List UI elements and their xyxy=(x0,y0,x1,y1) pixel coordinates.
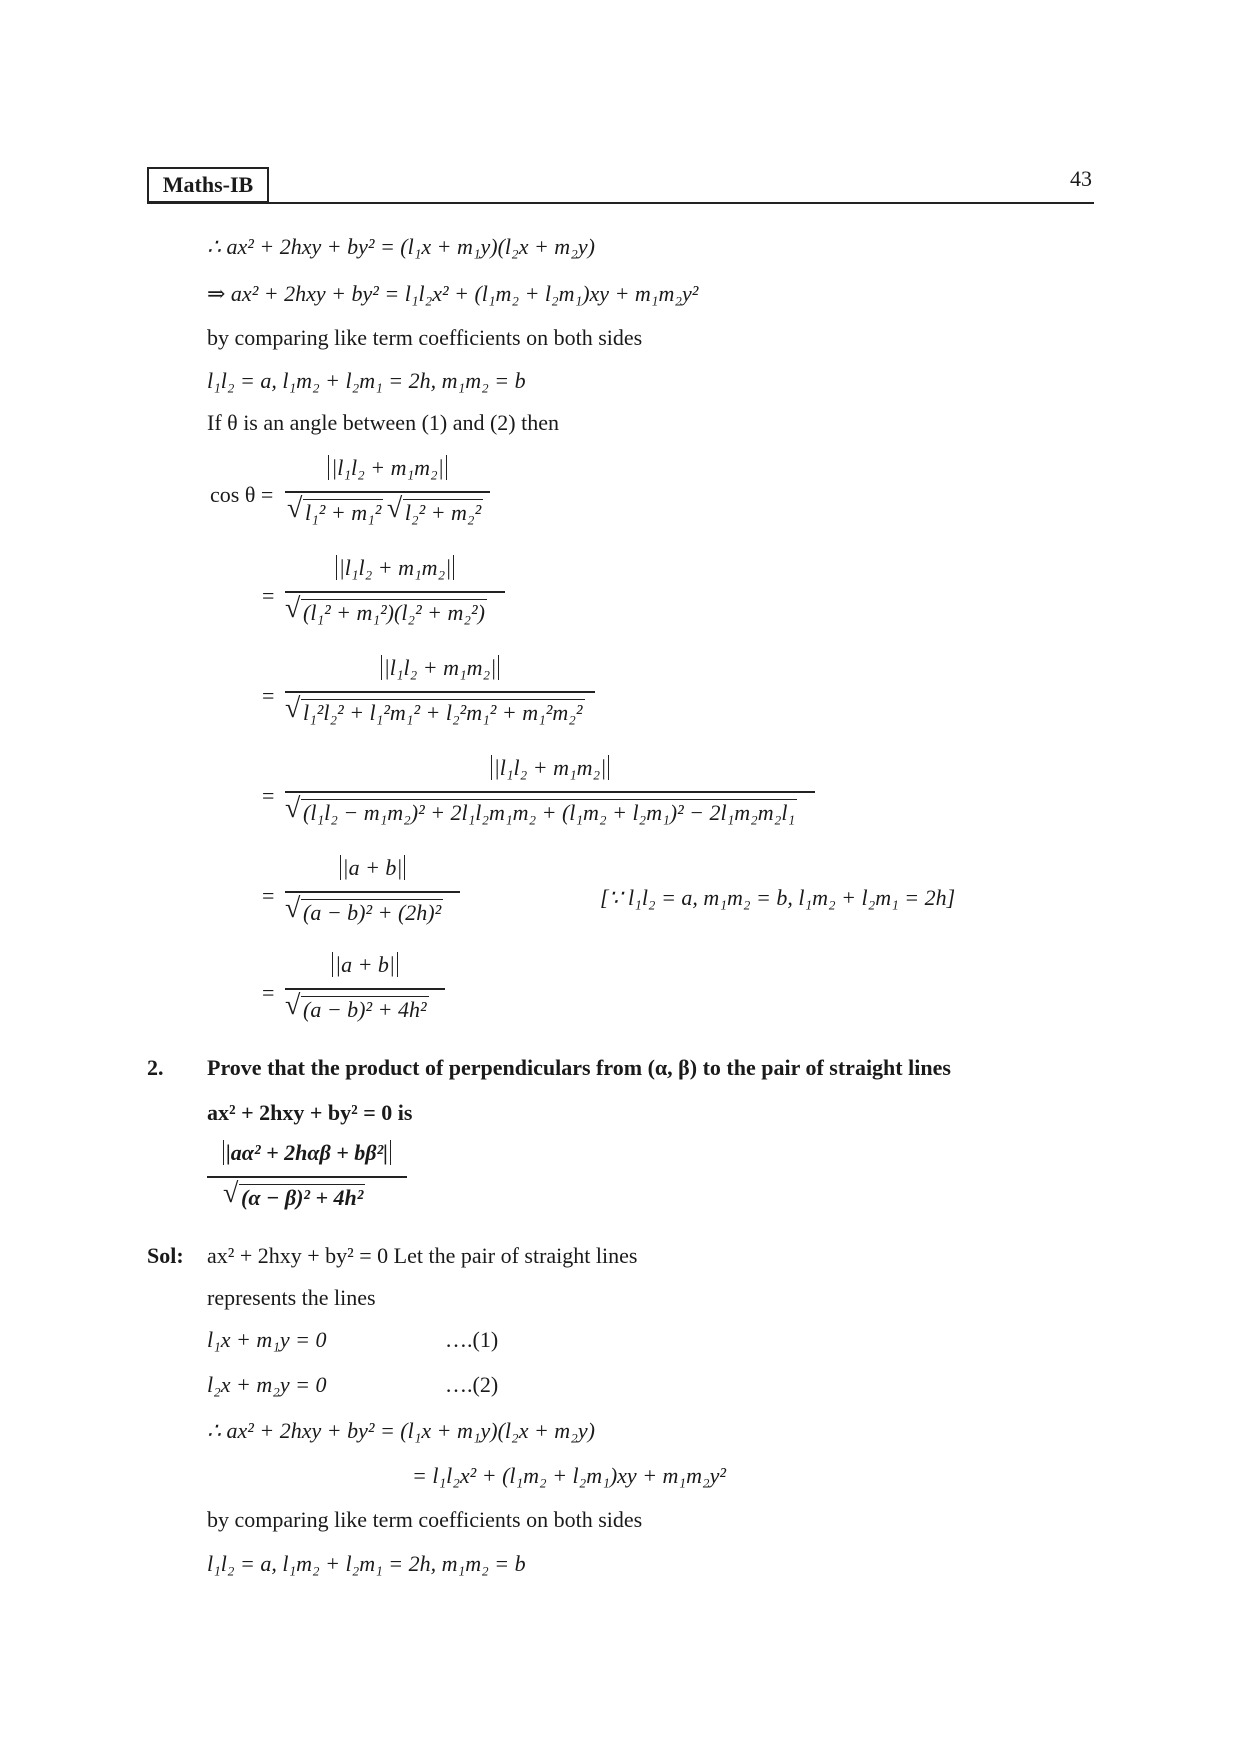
equation-tag-1: ….(1) xyxy=(445,1327,499,1352)
header-title-box xyxy=(147,167,269,203)
step5-numerator: |a + b| xyxy=(285,855,460,881)
step6-fraction xyxy=(285,952,445,1032)
fraction-bar xyxy=(285,591,505,593)
question-number: 2. xyxy=(147,1055,164,1080)
step1-denominator: √ l₁² + m₁² √ l₂² + m₂² xyxy=(289,499,483,526)
fraction-bar xyxy=(285,988,445,990)
question-text: Prove that the product of perpendiculars from (α, β) to the pair of straight lines xyxy=(207,1055,951,1080)
step6-denominator: √ (a − b)² + 4h² xyxy=(287,996,429,1023)
substitution-note: [∵ l₁l₂ = a, m₁m₂ = b, l₁m₂ + l₂m₁ = 2h] xyxy=(600,885,956,910)
step6-numerator: |a + b| xyxy=(285,952,445,978)
solution-label: Sol: xyxy=(147,1243,184,1268)
equals-sign: = xyxy=(262,883,275,908)
page-number: 43 xyxy=(1070,166,1092,191)
header-rule xyxy=(147,202,1094,204)
angle-statement: If θ is an angle between (1) and (2) then xyxy=(207,410,560,435)
step2-numerator: |l₁l₂ + m₁m₂| xyxy=(285,555,505,581)
step2-fraction xyxy=(285,555,505,635)
header-title: Maths-IB xyxy=(162,172,254,197)
solution-comparing-text: by comparing like term coefficients on both sides xyxy=(207,1507,643,1532)
step2-denominator: √ (l₁² + m₁²)(l₂² + m₂²) xyxy=(287,599,487,626)
solution-coefficient-relations: l₁l₂ = a, l₁m₂ + l₂m₁ = 2h, m₁m₂ = b xyxy=(207,1551,526,1576)
equals-sign: = xyxy=(262,583,275,608)
step3-fraction xyxy=(285,655,595,735)
question-fraction xyxy=(207,1140,407,1225)
fraction-bar xyxy=(285,791,815,793)
step5-fraction xyxy=(285,855,460,935)
implies-equation: ⇒ ax² + 2hxy + by² = l₁l₂x² + (l₁m₂ + l₂m₁)xy + m₁m₂y² xyxy=(207,281,699,306)
step4-denominator: √ (l₁l₂ − m₁m₂)² + 2l₁l₂m₁m₂ + (l₁m₂ + l₂m₁)² − 2l₁m₂m₂l₁ xyxy=(287,799,797,826)
equals-sign: = xyxy=(262,683,275,708)
coefficient-relations: l₁l₂ = a, l₁m₂ + l₂m₁ = 2h, m₁m₂ = b xyxy=(207,368,526,393)
step4-fraction xyxy=(285,755,815,835)
solution-represents: represents the lines xyxy=(207,1285,376,1310)
solution-therefore-equation: ∴ ax² + 2hxy + by² = (l₁x + m₁y)(l₂x + m₂y) xyxy=(207,1418,595,1443)
equals-sign: = xyxy=(262,980,275,1005)
cos-theta-fraction xyxy=(285,455,490,535)
cos-theta-label: cos θ = xyxy=(210,482,274,507)
fraction-bar xyxy=(285,691,595,693)
step5-denominator: √ (a − b)² + (2h)² xyxy=(287,899,443,926)
line-equation-2: l₂x + m₂y = 0 xyxy=(207,1372,327,1397)
solution-expansion: = l₁l₂x² + (l₁m₂ + l₂m₁)xy + m₁m₂y² xyxy=(412,1463,726,1488)
step3-denominator: √ l₁²l₂² + l₁²m₁² + l₂²m₁² + m₁²m₂² xyxy=(287,699,585,726)
solution-intro: ax² + 2hxy + by² = 0 Let the pair of straight lines xyxy=(207,1243,638,1268)
step1-numerator: |l₁l₂ + m₁m₂| xyxy=(285,455,490,481)
question-equation: ax² + 2hxy + by² = 0 is xyxy=(207,1100,413,1125)
therefore-equation: ∴ ax² + 2hxy + by² = (l₁x + m₁y)(l₂x + m₂y) xyxy=(207,234,595,259)
step4-numerator: |l₁l₂ + m₁m₂| xyxy=(285,755,815,781)
equals-sign: = xyxy=(262,783,275,808)
equation-tag-2: ….(2) xyxy=(445,1372,499,1397)
line-equation-1: l₁x + m₁y = 0 xyxy=(207,1327,327,1352)
step3-numerator: |l₁l₂ + m₁m₂| xyxy=(285,655,595,681)
question-numerator: |aα² + 2hαβ + bβ²| xyxy=(207,1140,407,1166)
comparing-text: by comparing like term coefficients on both sides xyxy=(207,325,643,350)
question-denominator: √ (α − β)² + 4h² xyxy=(225,1184,365,1211)
fraction-bar xyxy=(285,891,460,893)
